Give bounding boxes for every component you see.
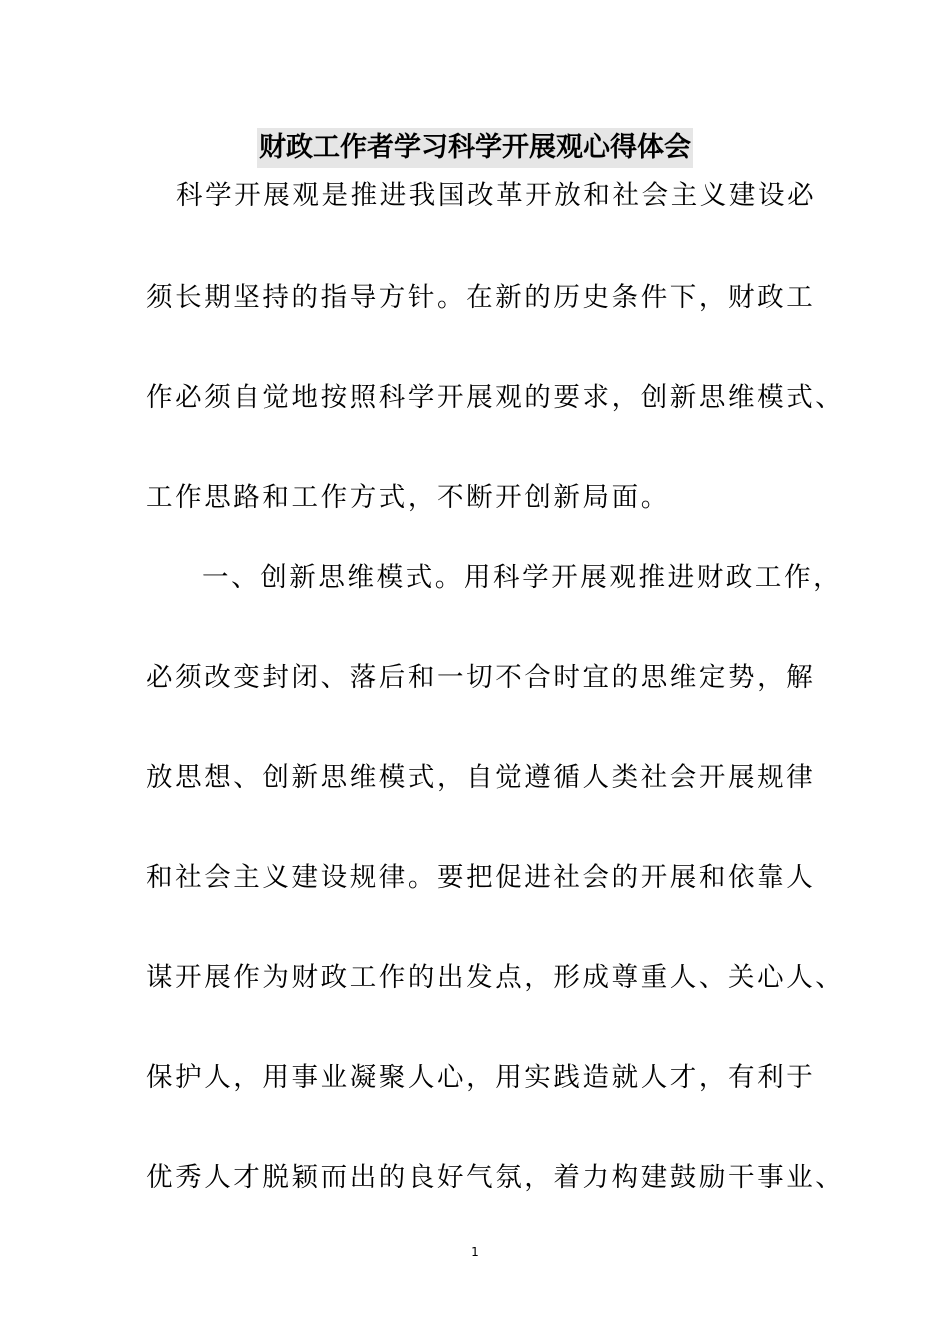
body-line-4: 工作思路和工作方式，不断开创新局面。 (146, 482, 670, 513)
body-line-11: 优秀人才脱颖而出的良好气氛，着力构建鼓励干事业、 (146, 1162, 845, 1193)
body-line-10: 保护人，用事业凝聚人心，用实践造就人才，有利于 (146, 1062, 816, 1093)
body-line-8: 和社会主义建设规律。要把促进社会的开展和依靠人 (146, 862, 816, 893)
body-line-1: 科学开展观是推进我国改革开放和社会主义建设必 (176, 180, 817, 211)
page-number: 1 (471, 1245, 479, 1259)
document-title: 财政工作者学习科学开展观心得体会 (257, 128, 693, 168)
title-container (0, 128, 950, 168)
body-line-3: 作必须自觉地按照科学开展观的要求，创新思维模式、 (146, 382, 845, 413)
body-line-7: 放思想、创新思维模式，自觉遵循人类社会开展规律 (146, 762, 816, 793)
body-line-2: 须长期坚持的指导方针。在新的历史条件下，财政工 (146, 282, 816, 313)
body-line-5: 一、创新思维模式。用科学开展观推进财政工作， (202, 562, 843, 593)
body-line-9: 谋开展作为财政工作的出发点，形成尊重人、关心人、 (146, 962, 845, 993)
body-line-6: 必须改变封闭、落后和一切不合时宜的思维定势，解 (146, 662, 816, 693)
